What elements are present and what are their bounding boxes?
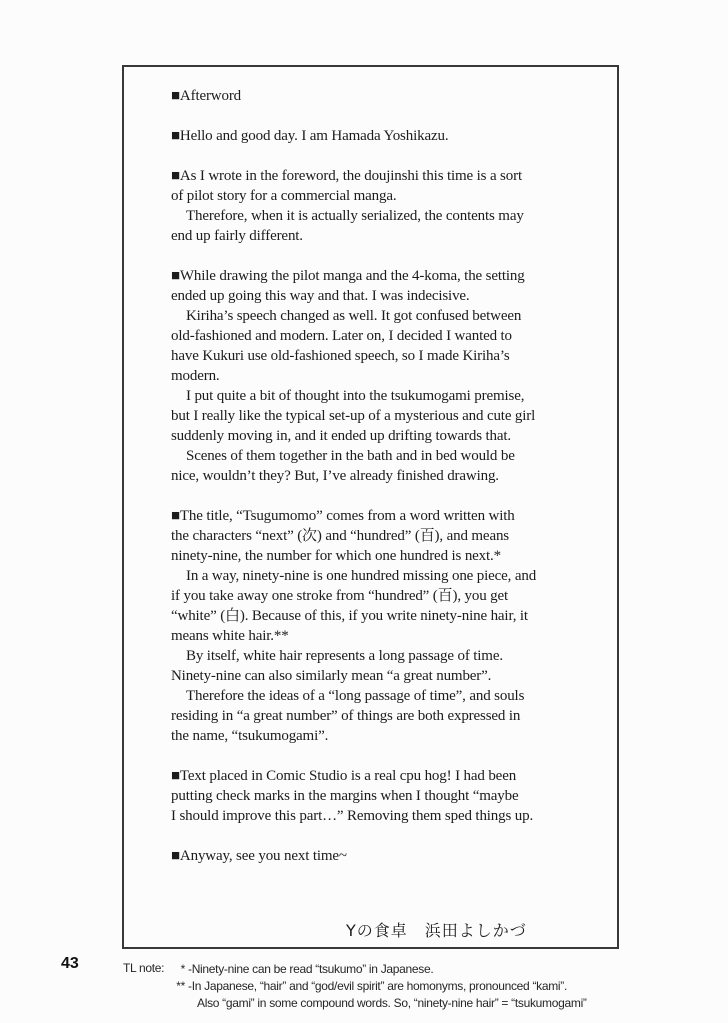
afterword-block [171, 86, 606, 106]
tl-notes [159, 961, 587, 1012]
tl-note-row [159, 961, 587, 978]
afterword-line: ■Hello and good day. I am Hamada Yoshikazu. [171, 128, 449, 144]
afterword-line: residing in “a great number” of things are both expressed in [171, 708, 521, 724]
footnote-marker: * [180, 962, 185, 976]
afterword-line: modern. [171, 368, 220, 384]
afterword-line: old-fashioned and modern. Later on, I decided I wanted to [171, 328, 512, 344]
author-signature: Yの食卓 浜田よしかづ [346, 921, 527, 940]
afterword-line: “white” (白). Because of this, if you write ninety-nine hair, it [171, 608, 528, 624]
afterword-line: I should improve this part…” Removing them sped things up. [171, 808, 534, 824]
tl-note-text: -In Japanese, “hair” and “god/evil spirit” are homonyms, pronounced “kami”. [188, 979, 568, 993]
afterword-line: Ninety-nine can also similarly mean “a great number”. [171, 668, 492, 684]
afterword-line: In a way, ninety-nine is one hundred missing one piece, and [186, 568, 537, 584]
afterword-block [171, 166, 606, 246]
afterword-line: ■Anyway, see you next time~ [171, 848, 347, 864]
afterword-line: Therefore the ideas of a “long passage of time”, and souls [186, 688, 525, 704]
afterword-line: of pilot story for a commercial manga. [171, 188, 397, 204]
footnote-marker [159, 995, 188, 1012]
afterword-block [171, 846, 606, 866]
afterword-line: suddenly moving in, and it ended up drifting towards that. [171, 428, 511, 444]
afterword-block [171, 126, 606, 146]
tl-note-text: Also “gami” in some compound words. So, “ninety-nine hair” = “tsukumogami” [197, 996, 587, 1010]
afterword-line: the name, “tsukumogami”. [171, 728, 329, 744]
afterword-line: putting check marks in the margins when I thought “maybe [171, 788, 519, 804]
afterword-block [171, 766, 606, 826]
afterword-line: I put quite a bit of thought into the tsukumogami premise, [186, 388, 525, 404]
afterword-line: have Kukuri use old-fashioned speech, so I made Kiriha’s [171, 348, 510, 364]
afterword-line: Therefore, when it is actually serialized, the contents may [186, 208, 524, 224]
afterword-line: By itself, white hair represents a long passage of time. [186, 648, 503, 664]
tl-note-row [159, 978, 587, 995]
afterword-line: if you take away one stroke from “hundred” (百), you get [171, 588, 509, 604]
afterword-line: ■The title, “Tsugumomo” comes from a word written with [171, 508, 515, 524]
afterword-line: Scenes of them together in the bath and in bed would be [186, 448, 515, 464]
afterword-line: nice, wouldn’t they? But, I’ve already finished drawing. [171, 468, 499, 484]
afterword-line: but I really like the typical set-up of a mysterious and cute girl [171, 408, 536, 424]
tl-note-label: TL note: [123, 961, 165, 975]
afterword-line: end up fairly different. [171, 228, 303, 244]
afterword-line: means white hair.** [171, 628, 289, 644]
tl-note-text: -Ninety-nine can be read “tsukumo” in Japanese. [188, 962, 434, 976]
afterword-block [171, 506, 606, 746]
tl-note-row [159, 995, 587, 1012]
afterword-block [171, 266, 606, 486]
footnote-marker: ** [176, 979, 185, 993]
afterword-line: Kiriha’s speech changed as well. It got confused between [186, 308, 522, 324]
afterword-line: ■Afterword [171, 88, 242, 104]
afterword-line: ninety-nine, the number for which one hundred is next.* [171, 548, 501, 564]
afterword-text-box [122, 65, 619, 949]
afterword-line: the characters “next” (次) and “hundred” (百), and means [171, 528, 509, 544]
afterword-line: ended up going this way and that. I was indecisive. [171, 288, 470, 304]
afterword-body [171, 86, 606, 866]
afterword-line: ■While drawing the pilot manga and the 4-koma, the setting [171, 268, 525, 284]
afterword-line: ■As I wrote in the foreword, the doujinshi this time is a sort [171, 168, 522, 184]
afterword-line: ■Text placed in Comic Studio is a real cpu hog! I had been [171, 768, 517, 784]
page-number: 43 [61, 955, 79, 972]
